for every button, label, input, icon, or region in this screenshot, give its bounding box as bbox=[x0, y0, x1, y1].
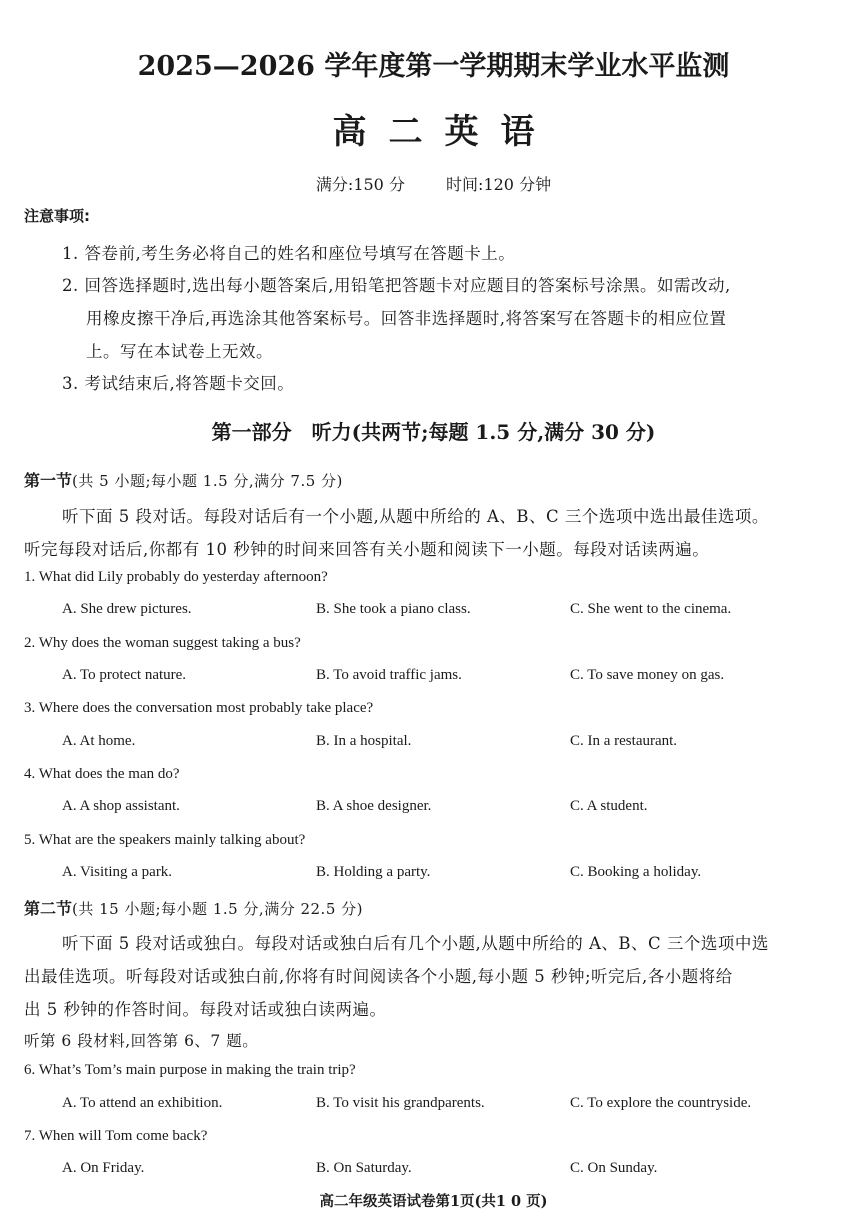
option-b: B. To avoid traffic jams. bbox=[316, 667, 462, 683]
page-footer: 高二年级英语试卷第1页(共1 0 页) bbox=[319, 1193, 548, 1210]
option-b: B. She took a piano class. bbox=[316, 601, 471, 617]
question-stem: 6. What’s Tom’s main purpose in making the train trip? bbox=[24, 1062, 356, 1078]
part-title: 第一部分 听力(共两节;每题 1.5 分,满分 30 分) bbox=[211, 420, 656, 444]
option-a: A. A shop assistant. bbox=[62, 798, 180, 814]
option-b: B. Holding a party. bbox=[316, 864, 431, 880]
instruction-line: 听完每段对话后,你都有 10 秒钟的时间来回答有关小题和阅读下一小题。每段对话读两遍。 bbox=[24, 540, 710, 559]
option-b: B. In a hospital. bbox=[316, 733, 412, 749]
instruction-line: 出最佳选项。听每段对话或独白前,你将有时间阅读各个小题,每小题 5 秒钟;听完后,各小题将给 bbox=[24, 967, 733, 986]
option-a: A. At home. bbox=[62, 733, 136, 749]
question-stem: 4. What does the man do? bbox=[24, 766, 180, 782]
instruction-line: 听下面 5 段对话。每段对话后有一个小题,从题中所给的 A、B、C 三个选项中选出最佳选项。 bbox=[62, 507, 769, 526]
instruction-line: 听下面 5 段对话或独白。每段对话或独白后有几个小题,从题中所给的 A、B、C 三个选项中选 bbox=[62, 934, 769, 953]
option-a: A. She drew pictures. bbox=[62, 601, 192, 617]
option-c: C. Booking a holiday. bbox=[570, 864, 702, 880]
notice-item: 上。写在本试卷上无效。 bbox=[86, 342, 273, 361]
full-score: 满分:150 分 bbox=[315, 175, 405, 194]
section-note: (共 5 小题;每小题 1.5 分,满分 7.5 分) bbox=[72, 472, 343, 490]
exam-title: 2025—2026 学年度第一学期期末学业水平监测 bbox=[137, 51, 730, 82]
score-line bbox=[0, 172, 867, 195]
question-stem: 1. What did Lily probably do yesterday afternoon? bbox=[24, 569, 328, 585]
section-note: (共 15 小题;每小题 1.5 分,满分 22.5 分) bbox=[72, 900, 363, 918]
question-stem: 5. What are the speakers mainly talking about? bbox=[24, 832, 306, 848]
section-heading bbox=[24, 896, 363, 919]
notice-item: 2. 回答选择题时,选出每小题答案后,用铅笔把答题卡对应题目的答案标号涂黑。如需改动, bbox=[62, 276, 731, 295]
question-stem: 2. Why does the woman suggest taking a bus? bbox=[24, 635, 301, 651]
material-note: 听第 6 段材料,回答第 6、7 题。 bbox=[24, 1032, 259, 1050]
option-c: C. In a restaurant. bbox=[570, 733, 678, 749]
option-a: A. Visiting a park. bbox=[62, 864, 173, 880]
subject-title: 高二英语 bbox=[332, 112, 557, 152]
notice-item: 3. 考试结束后,将答题卡交回。 bbox=[62, 374, 295, 393]
section-title: 第一节 bbox=[24, 471, 73, 490]
option-a: A. To protect nature. bbox=[62, 667, 187, 683]
option-a: A. To attend an exhibition. bbox=[62, 1095, 223, 1111]
option-b: B. A shoe designer. bbox=[316, 798, 432, 814]
option-c: C. A student. bbox=[570, 798, 648, 814]
section-heading bbox=[24, 468, 343, 491]
option-b: B. On Saturday. bbox=[316, 1160, 412, 1176]
option-c: C. To save money on gas. bbox=[570, 667, 725, 683]
notice-item: 1. 答卷前,考生务必将自己的姓名和座位号填写在答题卡上。 bbox=[62, 244, 516, 263]
option-b: B. To visit his grandparents. bbox=[316, 1095, 485, 1111]
question-stem: 3. Where does the conversation most probably take place? bbox=[24, 700, 374, 716]
notice-title: 注意事项: bbox=[24, 207, 90, 225]
option-c: C. To explore the countryside. bbox=[570, 1095, 752, 1111]
notice-item: 用橡皮擦干净后,再选涂其他答案标号。回答非选择题时,将答案写在答题卡的相应位置 bbox=[86, 309, 727, 328]
option-c: C. On Sunday. bbox=[570, 1160, 658, 1176]
question-stem: 7. When will Tom come back? bbox=[24, 1128, 208, 1144]
section-title: 第二节 bbox=[24, 899, 73, 918]
instruction-line: 出 5 秒钟的作答时间。每段对话或独白读两遍。 bbox=[24, 1000, 387, 1019]
option-a: A. On Friday. bbox=[62, 1160, 145, 1176]
exam-time: 时间:120 分钟 bbox=[446, 175, 552, 194]
option-c: C. She went to the cinema. bbox=[570, 601, 732, 617]
